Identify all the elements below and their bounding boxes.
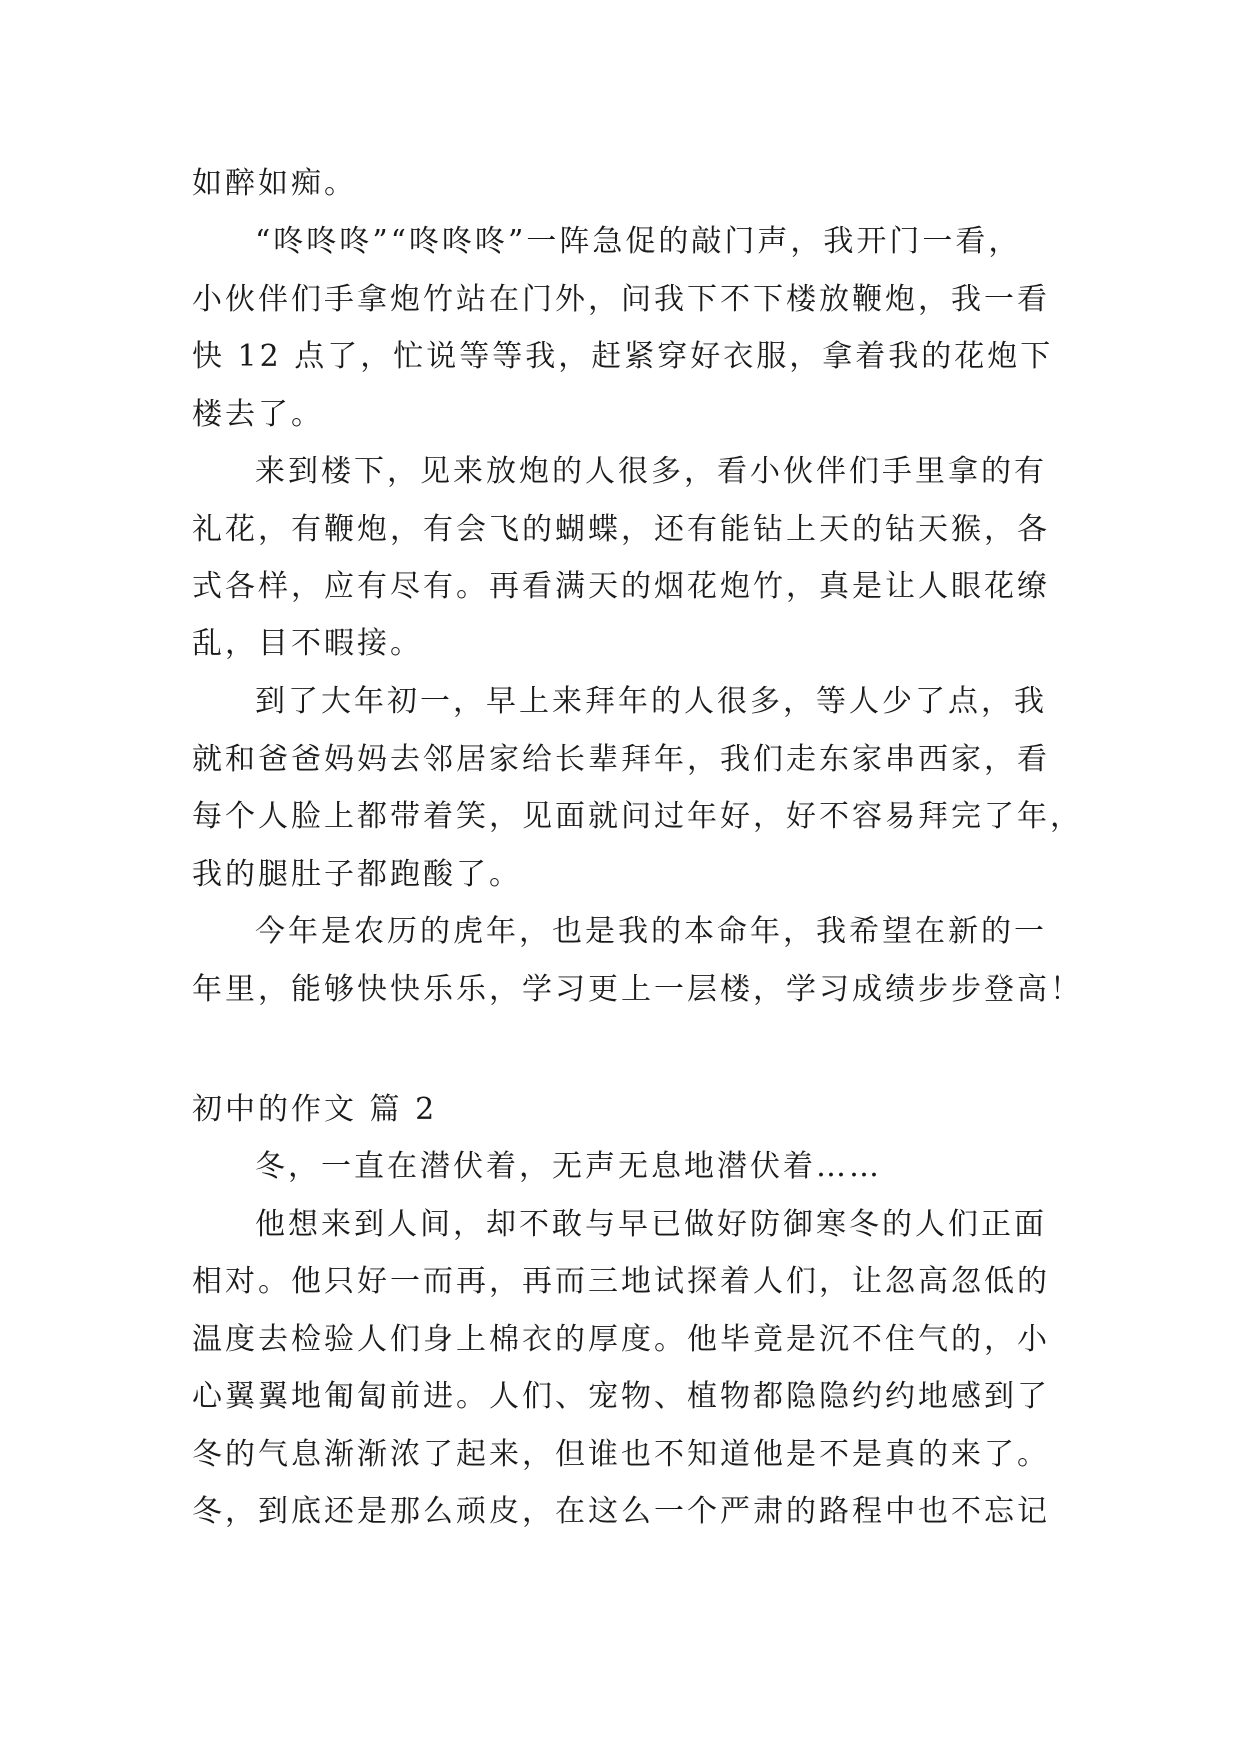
section-heading: 初中的作文 篇 2 xyxy=(192,1092,438,1127)
paragraph-start: 到了大年初一，早上来拜年的人很多，等人少了点，我 xyxy=(255,684,1047,719)
text-line: 年里，能够快快乐乐，学习更上一层楼，学习成绩步步登高！ xyxy=(192,972,1083,1007)
paragraph-start: 今年是农历的虎年，也是我的本命年，我希望在新的一 xyxy=(255,914,1047,949)
text-line: 快 12 点了，忙说等等我，赶紧穿好衣服，拿着我的花炮下 xyxy=(192,339,1054,374)
text-line: 心翼翼地匍匐前进。人们、宠物、植物都隐隐约约地感到了 xyxy=(192,1379,1050,1414)
text-line: 冬，到底还是那么顽皮，在这么一个严肃的路程中也不忘记 xyxy=(192,1494,1050,1529)
text-line: 礼花，有鞭炮，有会飞的蝴蝶，还有能钻上天的钻天猴，各 xyxy=(192,512,1050,547)
paragraph-start: “咚咚咚”“咚咚咚”一阵急促的敲门声，我开门一看， xyxy=(255,224,1022,259)
text-line: 每个人脸上都带着笑，见面就问过年好，好不容易拜完了年， xyxy=(192,799,1083,834)
text-line: 我的腿肚子都跑酸了。 xyxy=(192,857,522,892)
paragraph-start: 他想来到人间，却不敢与早已做好防御寒冬的人们正面 xyxy=(255,1207,1047,1242)
text-line: 式各样，应有尽有。再看满天的烟花炮竹，真是让人眼花缭 xyxy=(192,569,1050,604)
text-line: 乱，目不暇接。 xyxy=(192,626,423,661)
text-line: 如醉如痴。 xyxy=(192,166,357,201)
text-line: 相对。他只好一而再，再而三地试探着人们，让忽高忽低的 xyxy=(192,1264,1050,1299)
paragraph-start: 冬，一直在潜伏着，无声无息地潜伏着…… xyxy=(255,1149,882,1184)
text-line: 就和爸爸妈妈去邻居家给长辈拜年，我们走东家串西家，看 xyxy=(192,742,1050,777)
text-line: 温度去检验人们身上棉衣的厚度。他毕竟是沉不住气的，小 xyxy=(192,1322,1050,1357)
text-line: 楼去了。 xyxy=(192,397,324,432)
text-line: 冬的气息渐渐浓了起来，但谁也不知道他是不是真的来了。 xyxy=(192,1437,1050,1472)
paragraph-start: 来到楼下，见来放炮的人很多，看小伙伴们手里拿的有 xyxy=(255,454,1047,489)
text-line: 小伙伴们手拿炮竹站在门外，问我下不下楼放鞭炮，我一看 xyxy=(192,282,1050,317)
